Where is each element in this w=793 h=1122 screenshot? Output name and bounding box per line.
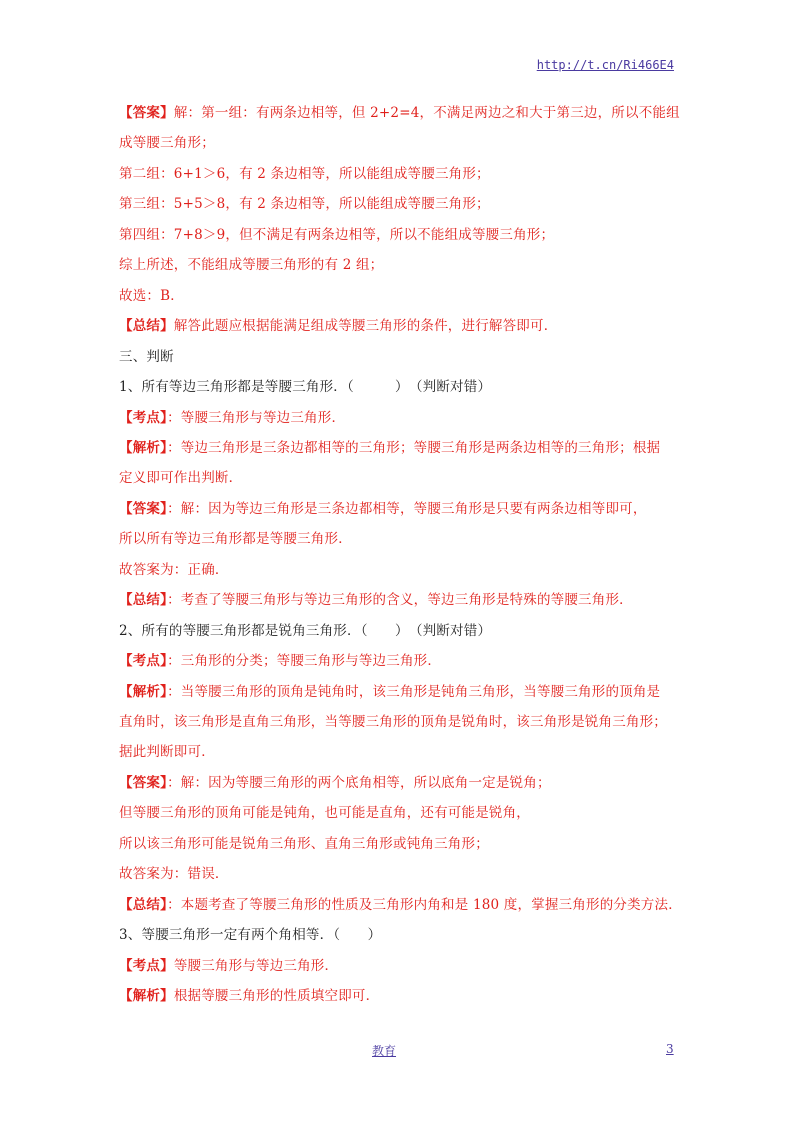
text-line [119,774,551,792]
line-text: ：等边三角形是三条边都相等的三角形；等腰三角形是两条边相等的三角形；根据 [167,439,661,456]
line-text: ：考查了等腰三角形与等边三角形的含义，等边三角形是特殊的等腰三角形． [167,592,633,609]
line-text: 据此判断即可． [119,744,215,761]
line-text: 2、所有的等腰三角形都是锐角三角形．（ ） （判断对错） [119,622,492,639]
line-text: 解：第一组：有两条边相等，但 2+2=4，不满足两边之和大于第三边，所以不能组 [173,105,680,121]
text-line [119,469,242,487]
text-line [119,622,491,640]
line-text: 等腰三角形与等边三角形． [173,957,339,974]
text-line [119,743,215,761]
line-text: 但等腰三角形的顶角可能是钝角，也可能是直角，还有可能是锐角， [119,805,530,822]
text-line [119,378,491,396]
line-text: ：解：因为等边三角形是三条边都相等，等腰三角形是只要有两条边相等即可， [167,500,647,517]
text-line [119,804,530,822]
line-text: 定义即可作出判断． [119,470,243,487]
text-line [119,287,184,305]
section-tag: 【答案】 [119,500,168,517]
text-line [119,835,489,853]
section-tag: 【解析】 [119,988,174,1005]
text-line [119,896,682,914]
text-line [119,226,554,244]
text-line [119,865,229,883]
line-text: 第四组：7+8＞9，但不满足有两条边相等，所以不能组成等腰三角形； [119,226,555,243]
text-line [119,652,441,670]
footer-link[interactable]: 教育 [372,1044,397,1058]
line-text: 所以该三角形可能是锐角三角形、直角三角形或钝角三角形； [119,835,489,852]
line-text: ：本题考查了等腰三角形的性质及三角形内角和是 180 度，掌握三角形的分类方法． [167,896,682,913]
text-line [119,104,680,122]
line-text: 所以所有等边三角形都是等腰三角形． [119,531,352,548]
header-url-link[interactable]: http://t.cn/Ri466E4 [536,58,674,72]
section-tag: 【答案】 [119,774,168,791]
section-tag: 【总结】 [119,592,168,609]
section-tag: 【答案】 [119,105,174,121]
line-text: 1、所有等边三角形都是等腰三角形．（ ） （判断对错） [119,379,492,396]
line-text: 第三组：5+5＞8，有 2 条边相等，所以能组成等腰三角形； [119,196,490,213]
line-text: ：三角形的分类；等腰三角形与等边三角形． [167,653,442,670]
text-line [119,256,383,274]
line-text: 解答此题应根据能满足组成等腰三角形的条件，进行解答即可． [173,318,558,335]
section-tag: 【解析】 [119,683,168,700]
line-text: 成等腰三角形； [119,135,215,152]
text-line [119,683,660,701]
line-text: 根据等腰三角形的性质填空即可． [173,988,380,1005]
section-tag: 【考点】 [119,957,174,974]
line-text: ：当等腰三角形的顶角是钝角时，该三角形是钝角三角形，当等腰三角形的顶角是 [167,683,661,700]
line-text: 3、等腰三角形一定有两个角相等．（ ） [119,927,382,944]
text-line [119,439,660,457]
text-line [119,957,338,975]
text-line [119,165,490,183]
text-line [119,134,215,152]
page-number: 3 [666,1042,674,1056]
section-tag: 【总结】 [119,896,168,913]
text-line [119,561,229,579]
line-text: 故答案为：正确． [119,561,229,578]
line-text: 故选：B． [119,287,184,304]
section-tag: 【解析】 [119,439,168,456]
line-text: ：等腰三角形与等边三角形． [167,409,346,426]
section-tag: 【考点】 [119,409,168,426]
line-text: 直角时，该三角形是直角三角形，当等腰三角形的顶角是锐角时，该三角形是锐角三角形； [119,714,667,730]
section-tag: 【考点】 [119,653,168,670]
section-tag: 【总结】 [119,318,174,335]
text-line [119,591,633,609]
line-text: 故答案为：错误． [119,866,229,883]
text-line [119,195,490,213]
line-text: 第二组：6+1＞6，有 2 条边相等，所以能组成等腰三角形； [119,165,490,182]
text-line [119,317,557,335]
text-line [119,530,352,548]
line-text: ：解：因为等腰三角形的两个底角相等，所以底角一定是锐角； [167,774,551,791]
text-line [119,409,345,427]
line-text: 综上所述，不能组成等腰三角形的有 2 组； [119,257,384,274]
text-line [119,987,379,1005]
text-line [119,500,647,518]
text-line [119,926,381,944]
line-text: 三、判断 [119,348,174,365]
text-line [119,348,174,366]
text-line [119,713,667,731]
